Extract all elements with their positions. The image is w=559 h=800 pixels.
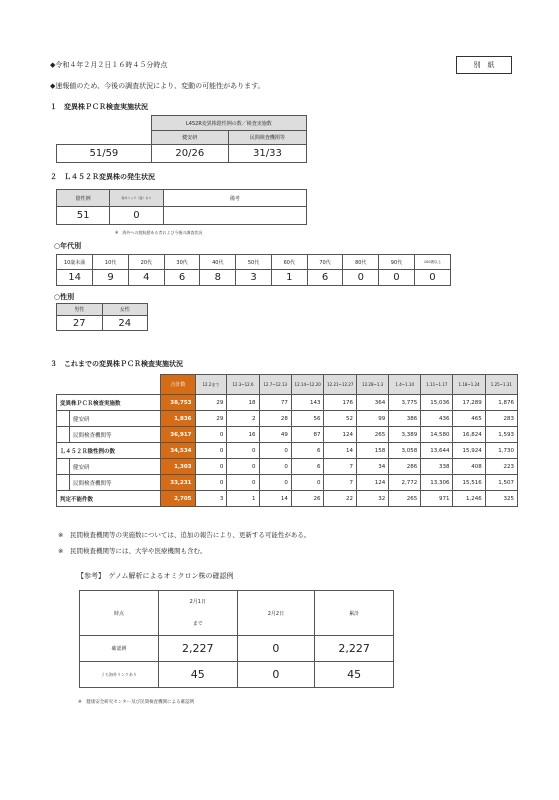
s3-cell: 386 [389,411,421,427]
s1-table [56,115,307,163]
s3-cell: 15,516 [453,475,485,491]
s3-row-total: 36,917 [161,427,195,443]
ref-head-until-1: 2月1日 [158,591,237,612]
s3-col-10: 1.25~1.31 [485,375,517,395]
ref-head-total: 累計 [315,591,394,636]
s2-value-link: 0 [110,207,164,225]
s3-cell: 26 [291,491,324,507]
s3-col-4: 12.14~12.20 [291,375,324,395]
table-row [57,491,518,507]
s2-head-note: 備考 [163,190,306,207]
age-label-8: 80代 [343,255,379,270]
ref-footnote: ※ 健康安全研究センター及び民間検査機関による確認例 [78,700,195,705]
s3-cell: 364 [357,395,389,411]
s1-value-a: 20/26 [151,145,228,163]
s3-cell: 6 [291,459,324,475]
section3-title: ３ これまでの変異株ＰＣＲ検査実施状況 [50,360,183,368]
attachment-badge: 別 紙 [456,56,512,74]
s3-cell: 29 [195,395,227,411]
s3-cell: 16 [227,427,259,443]
ref-row2-v1: 45 [158,662,237,688]
age-label-1: 10代 [93,255,129,270]
s3-cell: 1,730 [485,443,517,459]
s3-row-total: 2,705 [161,491,195,507]
s3-cell: 465 [453,411,485,427]
s3-cell: 325 [485,491,517,507]
s3-cell: 408 [453,459,485,475]
s3-cell: 0 [195,475,227,491]
sex-title: ○性別 [54,293,75,301]
age-label-10: 100歳以上 [414,255,450,270]
s1-value-b: 31/33 [228,145,306,163]
s2-footnote: ※ 海外への渡航歴ある者および今後の調査状況 [115,230,203,235]
table-row [57,475,518,491]
s2-head-link: 海外リンク（疑）あり [110,190,164,207]
table-row [57,411,518,427]
s3-cell: 14 [324,443,357,459]
s3-cell: 0 [291,475,324,491]
age-value-8: 0 [343,270,379,286]
s3-cell: 29 [195,411,227,427]
s3-cell: 22 [324,491,357,507]
s3-col-8: 1.11~1.17 [421,375,453,395]
s3-cell: 0 [195,443,227,459]
s3-cell: 223 [485,459,517,475]
s3-cell: 0 [227,459,259,475]
s3-cell: 13,644 [421,443,453,459]
s3-cell: 3,058 [389,443,421,459]
s1-col-a: 健安研 [151,131,228,145]
s3-cell: 124 [324,427,357,443]
s3-cell: 0 [259,443,291,459]
s3-row-label: 判定不能件数 [57,491,161,507]
age-label-6: 60代 [271,255,307,270]
s3-row-label: 民間検査機関等 [57,427,161,443]
ref-row2-v2: 0 [237,662,314,688]
age-value-0: 14 [57,270,93,286]
s1-total: 51/59 [57,145,152,163]
age-label-5: 50代 [236,255,272,270]
age-value-1: 9 [93,270,129,286]
s3-cell: 265 [389,491,421,507]
age-label-4: 40代 [200,255,236,270]
s2-value-note [163,207,306,225]
ref-table [79,590,394,688]
s3-cell: 17,289 [453,395,485,411]
s3-cell: 124 [357,475,389,491]
s3-cell: 286 [389,459,421,475]
preliminary-note: ◆速報値のため、今後の調査状況により、変動の可能性があります。 [50,82,265,90]
s3-row-label: 健安研 [57,459,161,475]
s3-cell: 15,924 [453,443,485,459]
s3-cell: 3 [195,491,227,507]
s3-row-label: Ｌ４５２Ｒ陰性例の数 [57,443,161,459]
s3-col-0: 合計数 [161,375,195,395]
s3-cell: 1,593 [485,427,517,443]
age-value-10: 0 [414,270,450,286]
ref-row1-label: 確認例 [80,636,159,662]
s3-cell: 0 [195,427,227,443]
table-row [57,459,518,475]
s3-col-2: 12.3~12.6 [227,375,259,395]
s3-row-label: 民間検査機関等 [57,475,161,491]
s1-col-b: 民間検査機関等 [228,131,306,145]
s3-note-2: ※ 民間検査機関等には、大学や医療機関も含む。 [58,547,207,555]
s3-col-3: 12.7~12.13 [259,375,291,395]
table-row [57,427,518,443]
s3-cell: 34 [357,459,389,475]
s3-cell: 52 [324,411,357,427]
age-label-0: 10歳未満 [57,255,93,270]
age-value-5: 3 [236,270,272,286]
s3-cell: 0 [259,475,291,491]
s3-row-total: 1,303 [161,459,195,475]
s2-table [56,189,307,225]
s3-cell: 971 [421,491,453,507]
ref-row2-v3: 45 [315,662,394,688]
ref-row1-v2: 0 [237,636,314,662]
s3-cell: 0 [227,443,259,459]
s3-cell: 143 [291,395,324,411]
s3-cell: 28 [259,411,291,427]
sex-female-value: 24 [102,316,148,331]
ref-head-time: 時点 [80,591,159,636]
s3-cell: 99 [357,411,389,427]
sex-male-label: 男性 [57,304,103,316]
s3-cell: 283 [485,411,517,427]
age-title: ○年代別 [54,242,82,250]
s3-cell: 14 [259,491,291,507]
s3-cell: 18 [227,395,259,411]
s3-row-total: 38,753 [161,395,195,411]
s3-cell: 3,775 [389,395,421,411]
s3-cell: 1,876 [485,395,517,411]
s1-head: L452R変異株陰性例の数／検査実施数 [151,116,306,131]
s2-head-negative: 陰性例 [57,190,110,207]
s3-cell: 3,389 [389,427,421,443]
s3-cell: 13,306 [421,475,453,491]
s3-cell: 7 [324,475,357,491]
ref-row1-v3: 2,227 [315,636,394,662]
s3-col-6: 12.28~1.3 [357,375,389,395]
s3-row-label: 変異株ＰＣＲ検査実施数 [57,395,161,411]
s3-row-total: 33,231 [161,475,195,491]
s2-value-negative: 51 [57,207,110,225]
s3-col-7: 1.4~1.10 [389,375,421,395]
age-value-7: 6 [307,270,343,286]
s3-cell: 32 [357,491,389,507]
ref-row2-label: うち海外リンクあり [80,662,159,688]
sex-female-label: 女性 [102,304,148,316]
s3-row-total: 34,534 [161,443,195,459]
s3-cell: 77 [259,395,291,411]
s3-cell: 14,580 [421,427,453,443]
s3-cell: 49 [259,427,291,443]
s3-table [56,374,518,507]
age-value-2: 4 [128,270,164,286]
age-value-4: 8 [200,270,236,286]
s3-note-1: ※ 民間検査機関等の実施数については、追加の報告により、更新する可能性がある。 [58,531,311,539]
ref-head-feb2: 2月2日 [237,591,314,636]
s3-cell: 0 [259,459,291,475]
s3-cell: 15,036 [421,395,453,411]
ref-head-until-2: まで [158,612,237,636]
s3-row-total: 1,836 [161,411,195,427]
s3-cell: 1 [227,491,259,507]
section2-title: ２ Ｌ４５２Ｒ変異株の発生状況 [50,173,155,181]
s3-cell: 7 [324,459,357,475]
s3-cell: 176 [324,395,357,411]
s3-cell: 16,824 [453,427,485,443]
section1-title: １ 変異株ＰＣＲ検査実施状況 [50,103,148,111]
age-label-2: 20代 [128,255,164,270]
s3-cell: 2 [227,411,259,427]
s3-cell: 56 [291,411,324,427]
ref-title: 【参考】 ゲノム解析によるオミクロン株の確認例 [77,572,234,580]
s3-row-label: 健安研 [57,411,161,427]
ref-row1-v1: 2,227 [158,636,237,662]
s3-cell: 436 [421,411,453,427]
sex-male-value: 27 [57,316,103,331]
s3-cell: 158 [357,443,389,459]
table-row [57,395,518,411]
s3-cell: 0 [195,459,227,475]
s3-cell: 6 [291,443,324,459]
s3-col-9: 1.18~1.24 [453,375,485,395]
sex-table [56,303,148,331]
s3-cell: 0 [227,475,259,491]
s3-cell: 1,246 [453,491,485,507]
table-row [57,443,518,459]
age-label-9: 90代 [379,255,415,270]
s3-col-5: 12.21~12.27 [324,375,357,395]
age-value-9: 0 [379,270,415,286]
age-table [56,254,451,286]
age-label-7: 70代 [307,255,343,270]
s3-cell: 87 [291,427,324,443]
s3-cell: 338 [421,459,453,475]
s3-cell: 2,772 [389,475,421,491]
s3-cell: 1,507 [485,475,517,491]
timestamp-text: ◆令和４年２月２日１６時４５分時点 [50,61,168,69]
age-label-3: 30代 [164,255,200,270]
age-value-3: 6 [164,270,200,286]
age-value-6: 1 [271,270,307,286]
s3-col-1: 12.2まで [195,375,227,395]
s3-cell: 265 [357,427,389,443]
